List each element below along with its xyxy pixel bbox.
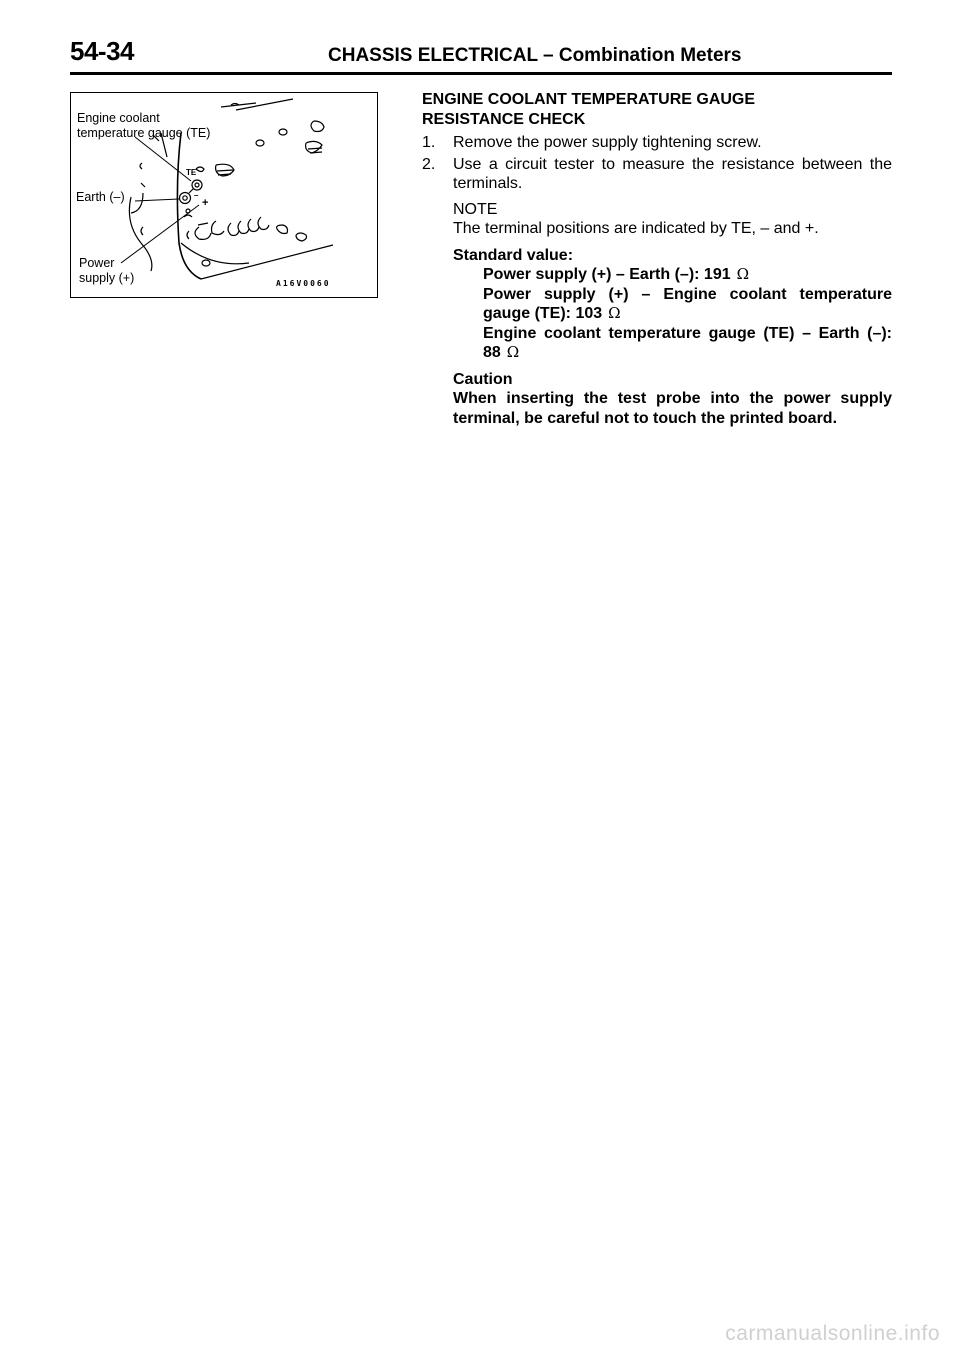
step-number: 1. [422,134,436,151]
terminal-minus-mark: – [194,191,199,200]
ohm-unit: Ω [608,304,621,322]
standard-value-text: Power supply (+) – Engine coolant temperature gauge (TE): 103 [483,285,892,322]
ohm-unit: Ω [736,265,750,283]
caution-text-line: When inserting the test probe into the power supply [453,390,892,407]
power-label-line: Power [79,256,115,270]
standard-value-text: Engine coolant temperature gauge (TE) – Earth (–): 88 [483,324,892,361]
terminal-plus-mark: + [202,197,209,209]
procedure-heading [422,90,892,129]
gauge-label-line: Engine coolant [77,111,160,125]
procedure-content [422,90,892,428]
standard-value-text: Power supply (+) – Earth (–): 191 [483,266,731,283]
note-label: NOTE [453,200,498,218]
heading-line: ENGINE COOLANT TEMPERATURE GAUGE [422,91,756,108]
figure-code: A16V0060 [276,279,331,288]
step-number: 2. [422,155,436,173]
step-text: Use a circuit tester to measure the resistance between the terminals. [453,155,892,192]
header-rule [70,72,892,75]
power-terminal-label [79,256,134,286]
page-number: 54-34 [70,36,134,66]
section-title: CHASSIS ELECTRICAL – Combination Meters [328,45,742,66]
standard-value-label: Standard value: [453,246,574,264]
ohm-unit: Ω [506,343,520,361]
terminal-figure [70,92,378,298]
step-item [422,155,892,194]
gauge-label-line: temperature gauge (TE) [77,126,211,140]
step-item [422,133,892,153]
caution-text-line: terminal, be careful not to touch the printed board. [453,409,838,427]
caution-label: Caution [453,370,513,388]
note-text: The terminal positions are indicated by TE, – and +. [453,220,819,237]
terminal-te-mark: TE [186,168,197,177]
page-header [70,36,892,70]
heading-line: RESISTANCE CHECK [422,110,586,128]
power-label-line: supply (+) [79,271,135,285]
gauge-terminal-label [77,111,210,141]
standard-value-item [422,324,892,363]
standard-value-item [422,285,892,324]
earth-terminal-label: Earth (–) [76,190,125,204]
standard-value-item [422,265,892,285]
step-text: Remove the power supply tightening screw. [453,134,762,151]
watermark: carmanualsonline.info [725,1322,940,1345]
